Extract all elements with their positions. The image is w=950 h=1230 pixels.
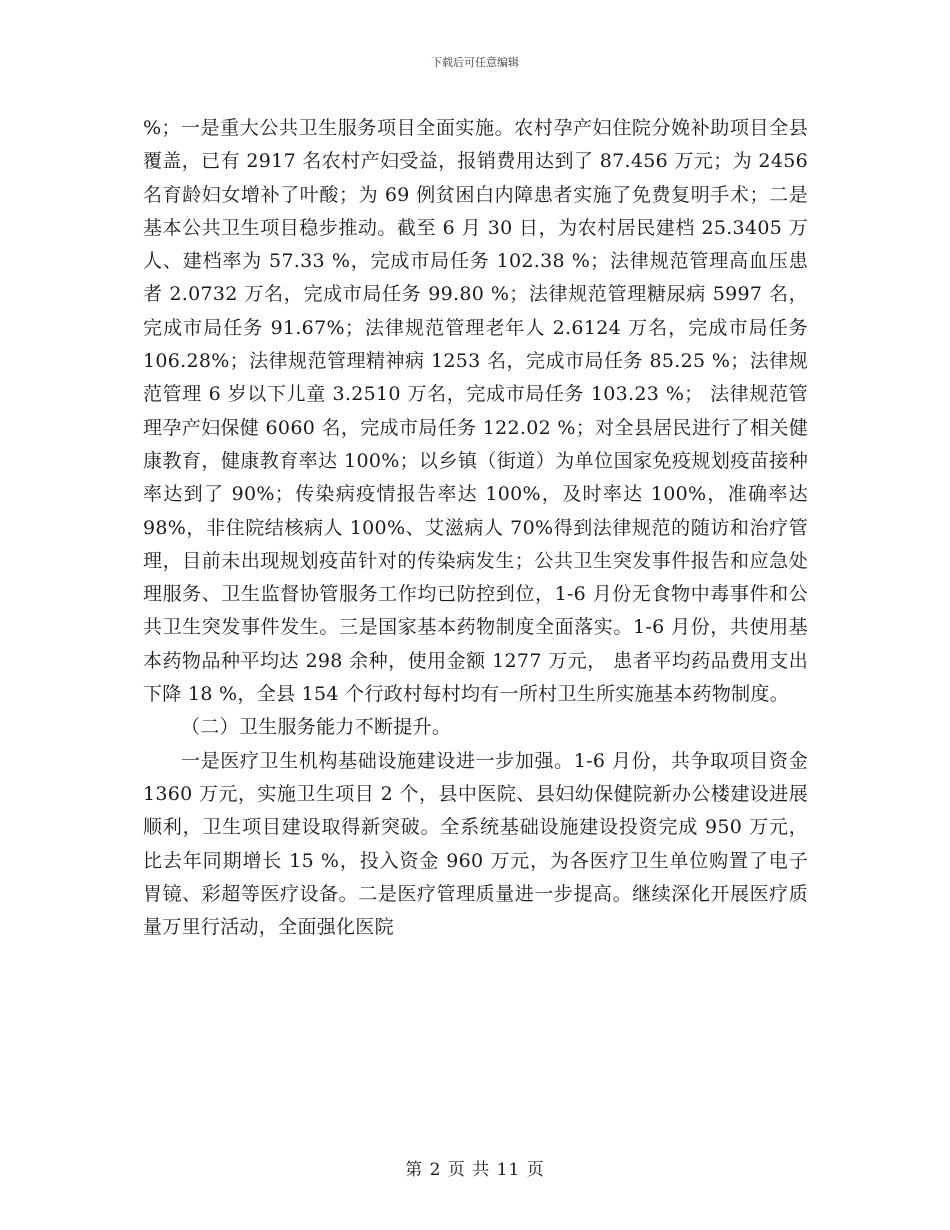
paragraph-public-health-services: %；一是重大公共卫生服务项目全面实施。农村孕产妇住院分娩补助项目全县覆盖，已有 2917 名农村产妇受益，报销费用达到了 87.456 万元；为 2456 名育龄妇女增补了叶酸；为 69 例贫困白内障患者实施了免费复明手术；二是基本公共卫生项目稳步推动。截至 6 月 30 日，为农村居民建档 25.3405 万人、建档率为 57.33 %，完成市局任务 102.38 %；法律规范管理高血压患者 2.0732 万名，完成市局任务 99.80 %；法律规范管理糖尿病 5997 名，完成市局任务 91.67%；法律规范管理老年人 2.6124 万名，完成市局任务 106.28%；法律规范管理精神病 1253 名，完成市局任务 85.25 %；法律规范管理 6 岁以下儿童 3.2510 万名，完成市局任务 103.23 %； 法律规范管理孕产妇保健 6060 名，完成市局任务 122.02 %；对全县居民进行了相关健康教育，健康教育率达 100%；以乡镇（街道）为单位国家免疫规划疫苗接种率达到了 90%；传染病疫情报告率达 100%，及时率达 100%，准确率达 98%，非住院结核病人 100%、艾滋病人 70%得到法律规范的随访和治疗管理，目前未出现规划疫苗针对的传染病发生；公共卫生突发事件报告和应急处理服务、卫生监督协管服务工作均已防控到位，1-6 月份无食物中毒事件和公共卫生突发事件发生。三是国家基本药物制度全面落实。1-6 月份，共使用基本药物品种平均达 298 余种，使用金额 1277 万元， 患者平均药品费用支出下降 18 %，全县 154 个行政村每村均有一所村卫生所实施基本药物制度。 bbox=[143, 117, 808, 706]
paragraph-infrastructure: 一是医疗卫生机构基础设施建设进一步加强。1-6 月份，共争取项目资金 1360 万元，实施卫生项目 2 个，县中医院、县妇幼保健院新办公楼建设进展顺利，卫生项目建设取得新突破。全系统基础设施建设投资完成 950 万元，比去年同期增长 15 %，投入资金 960 万元，为各医疗卫生单位购置了电子胃镜、彩超等医疗设备。二是医疗管理质量进一步提高。继续深化开展医疗质量万里行活动，全面强化医院 bbox=[143, 749, 808, 939]
document-body bbox=[143, 112, 808, 944]
section-heading-service-capacity: （二）卫生服务能力不断提升。 bbox=[181, 716, 452, 739]
page-number-footer: 第 2 页 共 11 页 bbox=[405, 1160, 545, 1180]
page-header: 下载后可任意编辑 bbox=[431, 56, 519, 69]
